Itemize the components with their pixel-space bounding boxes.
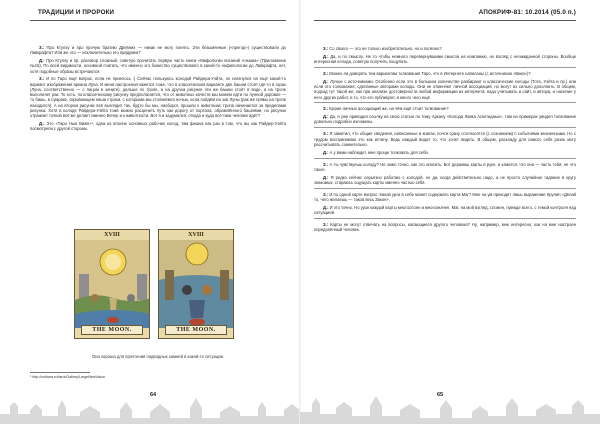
card-numeral: XVIII [188, 232, 204, 238]
paragraph-text: Да, я уже приводил ссылку на свою статью по тому Аркану «Колода Лавка Аскетидных», там на примерах увидел толкование довольно подробно изложены. [314, 114, 576, 125]
speaker-label: Д.: [39, 121, 45, 127]
paragraph [30, 76, 286, 118]
running-head: АПОКРИФ-81: 10.2014 (05.0 п.) [478, 9, 576, 16]
paragraph-text: Это «Таро Нью Вижн»¹, одна из вполне основных рабочих колод, там фишка как раз в том, что вы как Райдер-Уэйта посмотрели с другой стороны. [30, 121, 286, 132]
card-name: THE MOON. [165, 325, 227, 335]
speaker-label: З.: [323, 191, 329, 197]
tarot-cards-figure [74, 229, 234, 339]
left-body-text [30, 45, 286, 134]
speaker-label: З.: [323, 46, 329, 51]
paragraph-text: И это точно. Но урок каждой карты многослоен и многозначен. Маг, на мой взгляд, сложен, прежде всего, с темой контроля над ситуацией. [314, 204, 576, 216]
speaker-label: З.: [323, 161, 329, 167]
speaker-label: З.: [39, 76, 45, 82]
speaker-label: Д.: [323, 149, 329, 155]
paragraph [314, 54, 576, 65]
paragraph-text: Да, и по смыслу. Не то чтобы немного перевернувшими смысла на компанию, но взгляд с неожиданной стороны. Вообще интересная колода, советую получить пощупать. [314, 53, 576, 65]
header-rule [314, 20, 576, 21]
speaker-label: Д.: [323, 53, 329, 59]
running-head: ТРАДИЦИИ И ПРОРОКИ [38, 9, 115, 16]
speaker-label: Д.: [323, 174, 329, 180]
paragraph-text: Я заметил, что общие сведения, написанные в книгах, почти сразу соотносятся (с сознанием) с событиями жизненными. Но с трудом воспринимаю это как истину. Ведь каждый видит то, что хочет видеть. В общем, раскладу для самого себя разок могу рассчитывать сомнительно. [314, 131, 576, 147]
speaker-label: З.: [323, 70, 329, 76]
paragraph-text: Кроме личных ассоциаций же, на чём ещё стоит толкование? [328, 106, 449, 112]
paragraph-text: Про Ктулху и про прочую братию Древних — никак не могу понять. Эти безымянные («прегор») существовали до Лавкрафта? Или же это — исключительно его придумка? [30, 45, 286, 56]
header-rule [30, 20, 286, 21]
paragraph [314, 188, 576, 203]
right-body-text [314, 46, 576, 235]
speaker-label: З.: [39, 45, 45, 50]
paragraph [314, 205, 576, 216]
speaker-label: З.: [323, 221, 329, 227]
speaker-label: Д.: [39, 58, 45, 64]
footnote-rule [30, 372, 90, 373]
speaker-label: Д.: [323, 204, 329, 210]
tarot-card-moon-new-vision [158, 229, 234, 339]
paragraph [314, 158, 576, 173]
paragraph-text: Карты не могут отвечать на вопросы, касающиеся другого человека? Ну, например, мне интересно, как на мне настроен определённый человек. [314, 221, 576, 233]
speaker-label: Д.: [323, 114, 329, 120]
paragraph [314, 46, 576, 51]
card-name: THE MOON. [81, 325, 143, 335]
speaker-label: З.: [323, 106, 329, 112]
paragraph-text: А ты чувствуешь колоду? Не знаю точно, как это описать. Вот держишь карты в руке, и кажется, что они — часть тебя; не что такое. [314, 161, 576, 172]
paragraph [30, 45, 286, 56]
paragraph-text: И по Таро ещё вопрос, если не приелось :) Сейчас пользуюсь колодой Райдера-Уэйта, но наткнулся на ещё какой-то вариант изображения аркана Луна. И меня настроения кажется тоже, что в классическом варианте две башни стоят где-то в горах (Луна, соответственно — с лицом в зените), дальше по тропе, а на другом рисунке эти же башни стоят в воде, а на тропе выполняет рак. То есть, по классическому рисунку предполагается, что от животных качеств мы можем идти по лунной дорожке — то бишь, в сумраке, скрывающем наши страхи, с которыми мы столкнёмся ночью, если пойдём на зов Луны (рак же прямо на тропе находится). А на втором рисунке всё выглядит так, будто бы мы, наоборот, прошли к животным; тропа начинается за пределами рисунка. Хотя в колоде Райдера-Уэйта тоже можно расценить путь как дорогу от портала, обрамлённого башнями, но рисунок отражает точкой всё же делает именно Вечер и к животности. Вот я и задумался: откуда и куда всё-таки человек идёт? [30, 76, 286, 119]
paragraph [314, 67, 576, 76]
paragraph [30, 58, 286, 74]
figure-caption: Она хороша для прочтения подводных камней в какой-то ситуации. [91, 354, 225, 359]
paragraph [314, 218, 576, 233]
paragraph-text: И по одной карте вопрос. Какой урок в себе может содержать карта Маг? Мне на ум приходит лишь выражение Крулин «Делай то, чего желаешь — таков весь Закон». [314, 191, 576, 202]
paragraph-text: Я редко сейчас серьёзно работаю с колодой, но да, когда действительно надо, а не просто случайное гадание в кругу знакомых, стараюсь ощущать карты именно частью себя. [314, 174, 576, 185]
moon-illustration-icon [159, 240, 234, 328]
paragraph-text: Со своего — это не только изобретательно, но и полезно? [328, 46, 442, 51]
paragraph [314, 127, 576, 147]
page-number: 64 [150, 392, 157, 398]
city-skyline-ornament-icon [300, 392, 600, 424]
city-skyline-ornament-icon [0, 392, 300, 424]
right-page [300, 0, 600, 424]
paragraph-text: Про Ктулху и пр. разговор сложный, советую прочитать первую часть книги «Мифологии писаний Альмаа» (Приложение №15). По всей видимости, основной считать, что именно эго божество существовало в какой-то нефилологии до Лавкрафта, нет, хотя подобные образы встречаются. [30, 58, 286, 74]
paragraph [314, 79, 576, 100]
page-number: 65 [437, 392, 444, 398]
card-numeral: XVIII [104, 232, 120, 238]
footnote-link[interactable]: ¹ http://noktara.ru/tarot/Gallery/LargeNewVision [30, 375, 106, 379]
speaker-label: Д.: [323, 78, 329, 84]
paragraph [314, 102, 576, 111]
tarot-card-moon-rider-waite [74, 229, 150, 339]
speaker-label: З.: [323, 131, 329, 137]
moon-illustration-icon [75, 240, 150, 328]
paragraph-text: Лучше с источниками. Особенно если это в большом количестве разбирают и классические колоды (Тота, Уэйта и пр.) или если это толкования, сделанные авторами колоды. Они не отменяют личной ассоциаций, но могут их сильно дополнить. В общем, подход тут такой же, как при анализе достоверности любой информации из интернета: надо учитывать и сайт, и автора, и наличие у него других работ, и то, что его публикуют, и много чего ещё. [314, 78, 576, 100]
paragraph-text: Можно ли доверять тем вариантам толкования Таро, что в Интернете написаны (с источником «Вика»)? [328, 70, 531, 76]
paragraph [314, 114, 576, 125]
paragraph [314, 150, 576, 155]
paragraph-text: А у вами наблюдет, мне проще толковать для себя. [328, 149, 429, 155]
paragraph [314, 175, 576, 186]
paragraph [30, 121, 286, 132]
